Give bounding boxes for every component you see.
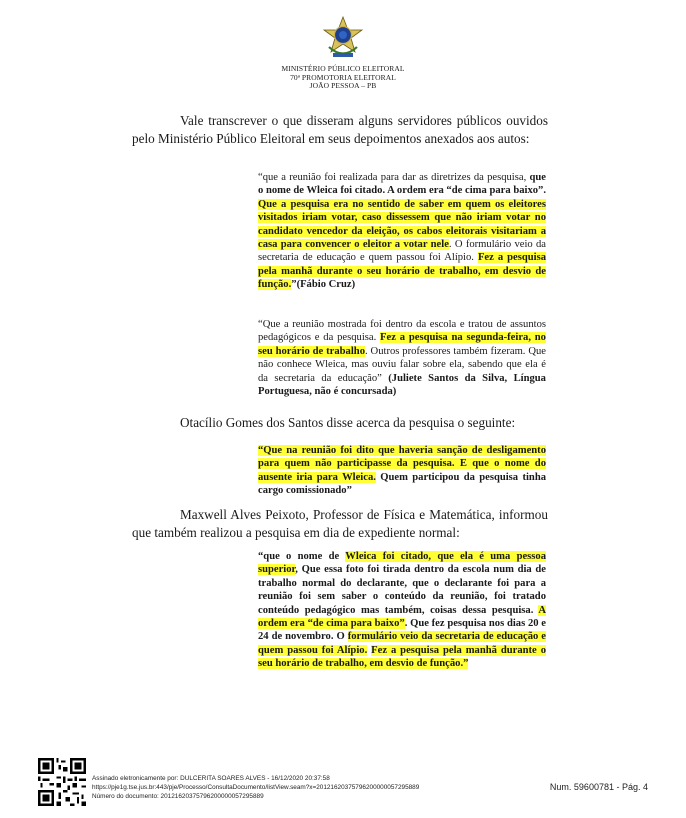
quote-text: “que a reunião foi realizada para dar as diretrizes da pesquisa, bbox=[258, 172, 530, 183]
electronic-signature-footer bbox=[0, 758, 686, 818]
quote-text: “que o nome de bbox=[258, 551, 346, 562]
quote-text: Quem participou da pesquisa tinha cargo comissionado” bbox=[258, 471, 547, 497]
highlighted-text: “Que na reunião foi dito que haveria sanção de desligamento para quem não participasse da pesquisa. E que o nome do ausente iria para Wleica. bbox=[258, 445, 546, 483]
quote-text: . Outros professores também fizeram. Que não conhece Wleica, mas ouviu falar sobre ela, sabendo que ela é da secretaria da educação” bbox=[258, 345, 547, 384]
highlighted-text: Fez a pesquisa pela manhã durante o seu horário de trabalho, em desvio de função. bbox=[258, 252, 546, 291]
document-url-link[interactable]: https://pje1g.tse.jus.br:443/pje/Processo/ConsultaDocumento/listView.seam?x=20121620375796200000057295889 bbox=[92, 784, 420, 791]
highlighted-text: A ordem era “de cima para baixo” bbox=[258, 604, 546, 630]
coat-of-arms-icon bbox=[319, 16, 367, 60]
highlighted-text: Fez a pesquisa na segunda-feira, no seu horário de trabalho bbox=[258, 332, 546, 357]
quote-text: . Que fez pesquisa nos dias 20 e 24 de novembro. O bbox=[258, 618, 546, 643]
quote-text: , Que essa foto foi tirada dentro da escola num dia de trabalho normal do declarante, que o declarante foi para a reunião foi sem saber o conteúdo da reunião, foi tratado conteúdo pedagógico mas também, coisas dessa pesquisa. bbox=[258, 564, 546, 616]
qr-code-icon[interactable] bbox=[38, 758, 86, 806]
office-name: 70ª PROMOTORIA ELEITORAL bbox=[290, 72, 396, 82]
highlighted-text: Que a pesquisa era no sentido de saber em quem os eleitores visitados iriam votar, caso dissessem que não iriam votar no candidato vencedor da eleição, os cabos eleitorais visitariam a casa para convencer o eleitor a votar nele bbox=[258, 198, 546, 251]
intro-paragraph: Vale transcrever o que disseram alguns servidores públicos ouvidos pelo Ministério Público Eleitoral em seus depoimentos anexados aos autos: bbox=[132, 113, 548, 146]
signed-by-line: Assinado eletronicamente por: DULCERITA SOARES ALVES - 16/12/2020 20:37:58 bbox=[92, 775, 330, 782]
quote-text: . O formulário veio da secretaria de educação e quem passou foi Alípio. bbox=[258, 239, 547, 264]
office-city: JOÃO PESSOA – PB bbox=[309, 81, 377, 91]
quote-attribution: ”(Fábio Cruz) bbox=[291, 279, 356, 291]
maxwell-paragraph: Maxwell Alves Peixoto, Professor de Física e Matemática, informou que também realizou a pesquisa em dia de expediente normal: bbox=[132, 507, 548, 540]
page-reference: Num. 59600781 - Pág. 4 bbox=[549, 782, 648, 792]
quote-fabio-cruz bbox=[258, 171, 546, 292]
highlighted-text: Fez a pesquisa pela manhã durante o seu horário de trabalho, em desvio de função.” bbox=[258, 644, 546, 670]
quote-juliete-santos bbox=[258, 318, 546, 398]
highlighted-text: Wleica foi citado, que ela é uma pessoa superior bbox=[258, 551, 546, 576]
quote-maxwell bbox=[258, 550, 546, 671]
quote-otacilio bbox=[258, 444, 546, 498]
letterhead bbox=[0, 16, 686, 91]
quote-text: “Que a reunião mostrada foi dentro da escola e tratou de assuntos pedagógicos e da pesquisa. bbox=[258, 319, 546, 344]
otacilio-paragraph: Otacílio Gomes dos Santos disse acerca da pesquisa o seguinte: bbox=[180, 415, 516, 430]
quote-attribution: (Juliete Santos da Silva, Língua Portuguesa, não é concursada) bbox=[258, 372, 546, 398]
institution-name: MINISTÉRIO PÚBLICO ELEITORAL bbox=[281, 64, 405, 73]
highlighted-text: formulário veio da secretaria de educação e quem passou foi Alípio. bbox=[258, 631, 546, 656]
document-number-line: Número do documento: 20121620375796200000057295889 bbox=[92, 793, 264, 800]
signature-details bbox=[92, 774, 419, 801]
quote-text: que o nome de Wleica foi citado. A ordem era “de cima para baixo”. bbox=[258, 172, 546, 197]
